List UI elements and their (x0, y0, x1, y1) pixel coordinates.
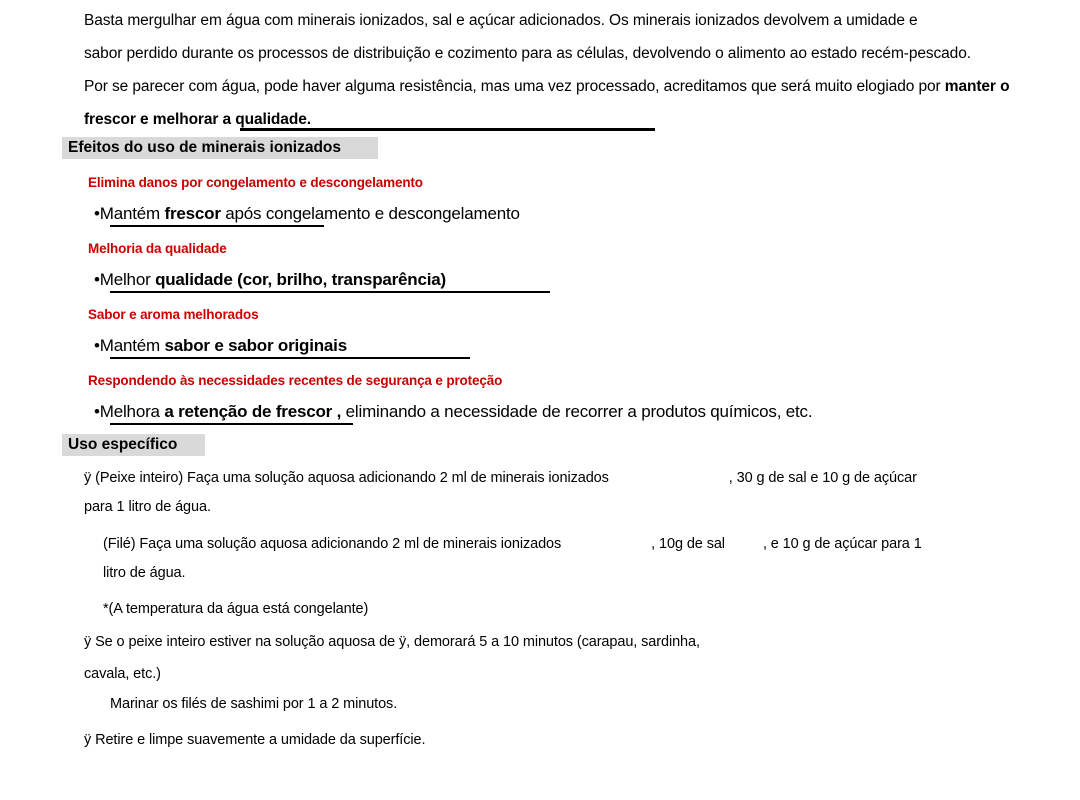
use-line-marinate-sashimi: Marinar os filés de sashimi por 1 a 2 minutos. (110, 696, 398, 712)
intro-paragraph-2: sabor perdido durante os processos de distribuição e cozimento para as células, devolvendo o alimento ao estado recém-pescado. (84, 45, 971, 62)
intro-paragraph-3-bold: manter o (944, 78, 1010, 95)
bullet-freshness-retention-tail: eliminando a necessidade de recorrer a produtos químicos, etc. (341, 402, 813, 421)
underline-bullet-1 (110, 225, 324, 227)
use-line-fillet (103, 537, 922, 552)
bullet-keeps-taste (94, 337, 347, 354)
intro-paragraph-4-lead: frescor e melhorar a (84, 111, 236, 128)
bullet-keeps-taste-bold: sabor e sabor originais (164, 336, 347, 355)
use-line-marker: ÿ (84, 634, 92, 650)
use-line-whole-fish-a: (Peixe inteiro) Faça uma solução aquosa adicionando 2 ml de minerais ionizados (95, 470, 609, 486)
use-line-marker: ÿ (84, 732, 92, 748)
use-line-fillet-c: , e 10 g de açúcar para 1 (762, 536, 922, 552)
underline-bullet-3 (110, 357, 470, 359)
use-line-whole-fish (84, 471, 917, 486)
bullet-dot: • (94, 270, 100, 289)
bullet-keeps-freshness-tail: após congelamento e descongelamento (220, 204, 520, 223)
bullet-freshness-retention-bold: a retenção de frescor , (164, 402, 342, 421)
bullet-keeps-taste-lead: Mantém (99, 336, 165, 355)
use-line-marker: ÿ (84, 470, 92, 486)
bullet-keeps-freshness-bold: frescor (164, 204, 221, 223)
bullet-freshness-retention (94, 403, 812, 420)
red-heading-freeze-damage: Elimina danos por congelamento e descongelamento (88, 175, 423, 190)
bullet-dot: • (94, 204, 100, 223)
use-line-remove-wipe (84, 733, 425, 748)
underline-bullet-2 (110, 291, 550, 293)
red-heading-quality-improvement: Melhoria da qualidade (88, 241, 227, 256)
intro-paragraph-4-underlined: qualidade. (235, 111, 311, 128)
intro-paragraph-1: Basta mergulhar em água com minerais ionizados, sal e açúcar adicionados. Os minerais ionizados devolvem a umidade e (84, 12, 918, 29)
red-heading-taste-aroma: Sabor e aroma melhorados (88, 307, 259, 322)
underline-bullet-4 (110, 423, 353, 425)
bullet-better-quality (94, 271, 446, 288)
bullet-freshness-retention-lead: Melhora (99, 402, 165, 421)
red-heading-safety-security: Respondendo às necessidades recentes de segurança e proteção (88, 373, 503, 388)
use-line-fillet-b: , 10g de sal (651, 536, 725, 552)
use-line-fillet-a: (Filé) Faça uma solução aquosa adicionando 2 ml de minerais ionizados (103, 536, 562, 552)
section-heading-specific-use: Uso específico (62, 434, 205, 456)
section-heading-effects: Efeitos do uso de minerais ionizados (62, 137, 378, 159)
use-line-water-temp-note: *(A temperatura da água está congelante) (103, 601, 369, 617)
bullet-better-quality-bold: qualidade (cor, brilho, transparência) (155, 270, 446, 289)
intro-paragraph-3-plain: Por se parecer com água, pode haver alguma resistência, mas uma vez processado, acreditamos que será muito elogiado por (84, 78, 945, 95)
use-line-soak-time-a: Se o peixe inteiro estiver na solução aquosa de ÿ, demorará 5 a 10 minutos (carapau, sardinha, (95, 634, 700, 650)
intro-paragraph-4 (84, 112, 311, 128)
bullet-keeps-freshness-lead: Mantém (99, 204, 165, 223)
use-line-whole-fish-cont: para 1 litro de água. (84, 499, 211, 515)
use-line-remove-wipe-a: Retire e limpe suavemente a umidade da superfície. (95, 732, 426, 748)
underline-qualidade (240, 128, 655, 131)
use-line-fillet-cont: litro de água. (103, 565, 186, 581)
intro-paragraph-3 (84, 79, 1009, 95)
use-line-whole-fish-b: , 30 g de sal e 10 g de açúcar (728, 470, 917, 486)
bullet-dot: • (94, 336, 100, 355)
bullet-keeps-freshness (94, 205, 520, 222)
use-line-soak-time (84, 635, 700, 650)
bullet-dot: • (94, 402, 100, 421)
use-line-soak-time-cont: cavala, etc.) (84, 666, 161, 682)
bullet-better-quality-lead: Melhor (99, 270, 156, 289)
